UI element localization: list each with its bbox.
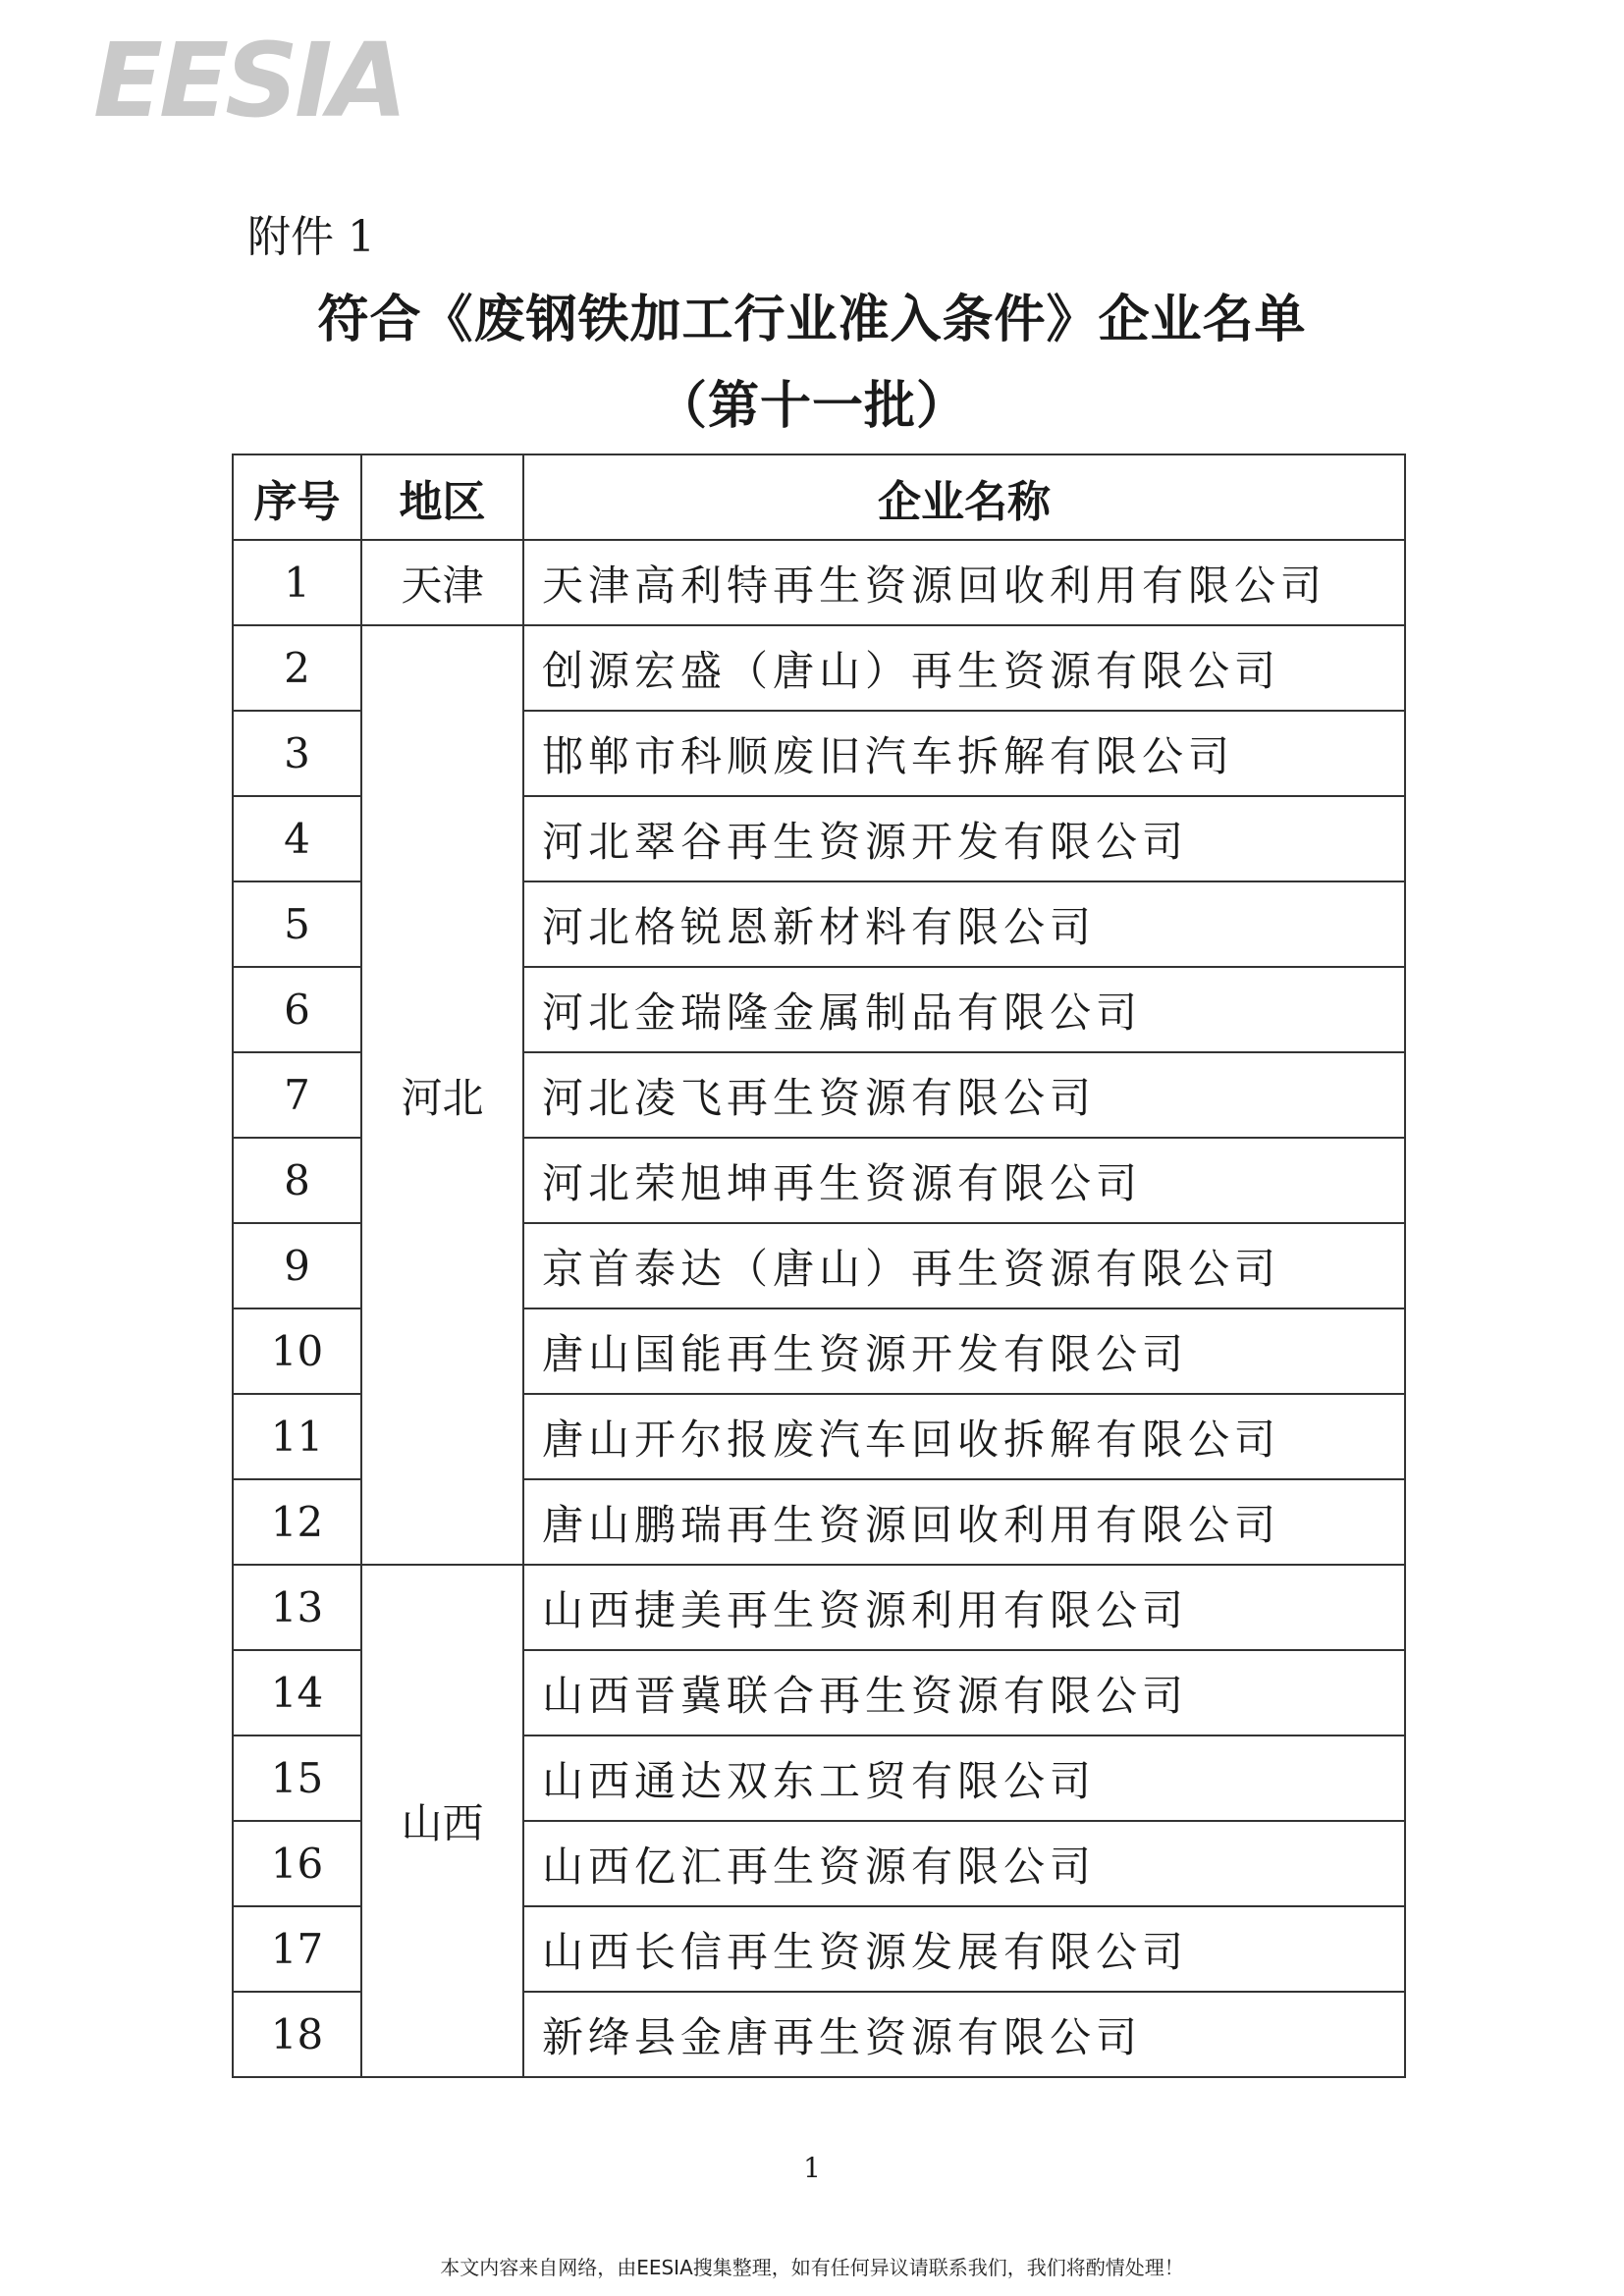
company-name-cell: 天津高利特再生资源回收利用有限公司 <box>523 540 1405 625</box>
serial-number-cell: 5 <box>233 881 361 967</box>
company-name-cell: 创源宏盛（唐山）再生资源有限公司 <box>523 625 1405 711</box>
company-name-cell: 山西捷美再生资源利用有限公司 <box>523 1565 1405 1650</box>
company-name-cell: 山西晋冀联合再生资源有限公司 <box>523 1650 1405 1735</box>
company-name-cell: 河北翠谷再生资源开发有限公司 <box>523 796 1405 881</box>
company-name-cell: 河北金瑞隆金属制品有限公司 <box>523 967 1405 1052</box>
serial-number-cell: 16 <box>233 1821 361 1906</box>
company-name-cell: 唐山鹏瑞再生资源回收利用有限公司 <box>523 1479 1405 1565</box>
table-row <box>233 540 1405 625</box>
table-row <box>233 625 1405 711</box>
company-name-cell: 河北凌飞再生资源有限公司 <box>523 1052 1405 1138</box>
header-company-name: 企业名称 <box>523 454 1405 540</box>
page-number: 1 <box>803 2152 821 2184</box>
serial-number-cell: 12 <box>233 1479 361 1565</box>
company-name-cell: 唐山开尔报废汽车回收拆解有限公司 <box>523 1394 1405 1479</box>
header-serial-number: 序号 <box>233 454 361 540</box>
company-name-cell: 新绛县金唐再生资源有限公司 <box>523 1992 1405 2077</box>
company-name-cell: 邯郸市科顺废旧汽车拆解有限公司 <box>523 711 1405 796</box>
company-name-cell: 河北格锐恩新材料有限公司 <box>523 881 1405 967</box>
serial-number-cell: 13 <box>233 1565 361 1650</box>
serial-number-cell: 11 <box>233 1394 361 1479</box>
attachment-label: 附件 1 <box>247 212 375 262</box>
document-subtitle: （第十一批） <box>655 376 968 436</box>
serial-number-cell: 4 <box>233 796 361 881</box>
region-cell: 天津 <box>361 540 523 625</box>
serial-number-cell: 2 <box>233 625 361 711</box>
serial-number-cell: 18 <box>233 1992 361 2077</box>
serial-number-cell: 17 <box>233 1906 361 1992</box>
company-name-cell: 山西通达双东工贸有限公司 <box>523 1735 1405 1821</box>
table-row <box>233 1565 1405 1650</box>
footer-disclaimer: 本文内容来自网络，由EESIA搜集整理，如有任何异议请联系我们，我们将酌情处理！ <box>440 2256 1184 2279</box>
serial-number-cell: 15 <box>233 1735 361 1821</box>
serial-number-cell: 6 <box>233 967 361 1052</box>
header-region: 地区 <box>361 454 523 540</box>
serial-number-cell: 8 <box>233 1138 361 1223</box>
serial-number-cell: 10 <box>233 1308 361 1394</box>
company-name-cell: 山西亿汇再生资源有限公司 <box>523 1821 1405 1906</box>
company-name-cell: 山西长信再生资源发展有限公司 <box>523 1906 1405 1992</box>
table-header-row <box>233 454 1405 540</box>
region-cell: 河北 <box>361 625 523 1565</box>
document-title: 符合《废钢铁加工行业准入条件》企业名单 <box>317 290 1307 349</box>
serial-number-cell: 14 <box>233 1650 361 1735</box>
company-name-cell: 京首泰达（唐山）再生资源有限公司 <box>523 1223 1405 1308</box>
company-name-cell: 唐山国能再生资源开发有限公司 <box>523 1308 1405 1394</box>
serial-number-cell: 9 <box>233 1223 361 1308</box>
serial-number-cell: 3 <box>233 711 361 796</box>
region-cell: 山西 <box>361 1565 523 2077</box>
company-name-cell: 河北荣旭坤再生资源有限公司 <box>523 1138 1405 1223</box>
serial-number-cell: 7 <box>233 1052 361 1138</box>
enterprise-list-table <box>232 454 1406 2078</box>
serial-number-cell: 1 <box>233 540 361 625</box>
eesia-logo: EESIA <box>93 21 405 140</box>
